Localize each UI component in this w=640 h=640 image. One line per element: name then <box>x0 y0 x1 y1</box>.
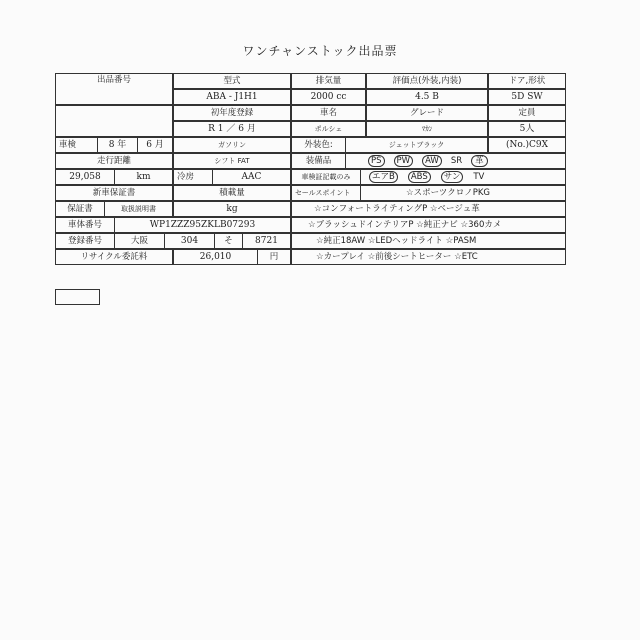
equip-airbag: エアB <box>369 171 398 184</box>
sales-point-3: ☆ブラッシュドインテリアP ☆純正ナビ ☆360カメ <box>291 217 566 233</box>
grade-label: グレード <box>366 105 488 121</box>
first-registration-label: 初年度登録 <box>173 105 291 121</box>
maker-value: ポルシェ <box>291 121 366 137</box>
grade-score-value: 4.5 B <box>366 89 488 105</box>
door-shape-label: ドア,形状 <box>488 73 566 89</box>
vin-label: 車体番号 <box>55 217 115 233</box>
load-unit: kg <box>173 201 291 217</box>
model-value: ABA - J1H1 <box>173 89 291 105</box>
mileage-unit: km <box>115 169 173 185</box>
maker-label: 車名 <box>291 105 366 121</box>
sales-point-4: ☆純正18AW ☆LEDヘッドライト ☆PASM <box>291 233 566 249</box>
equip-sr: SR <box>450 155 463 166</box>
equip-tv: TV <box>473 171 485 182</box>
lot-number-value <box>55 105 173 137</box>
page-title: ワンチャンストック出品票 <box>242 44 398 58</box>
capacity-value: 5人 <box>488 121 566 137</box>
recycle-label: リサイクル委託料 <box>55 249 173 265</box>
equip-sunroof: サン <box>441 171 464 184</box>
color-code: (No.)C9X <box>488 137 566 153</box>
sales-point-5: ☆カープレイ ☆前後シートヒーター ☆ETC <box>291 249 566 265</box>
door-shape-value: 5D SW <box>488 89 566 105</box>
sales-point-label: セールスポイント <box>291 185 361 201</box>
equip-aw: AW <box>422 155 442 168</box>
displacement-value: 2000 cc <box>291 89 366 105</box>
plate-area: 大阪 <box>115 233 165 249</box>
ac-value: AAC <box>213 169 291 185</box>
manual-label: 保証書 <box>55 201 105 217</box>
recycle-unit: 円 <box>258 249 291 265</box>
manual-value: 取扱説明書 <box>105 201 173 217</box>
equipment-label: 装備品 <box>291 153 346 169</box>
grade-score-label: 評価点(外装,内装) <box>366 73 488 89</box>
grade-value: ﾏｶﾝ <box>366 121 488 137</box>
plate-label: 登録番号 <box>55 233 115 249</box>
capacity-label: 定員 <box>488 105 566 121</box>
plate-number: 8721 <box>243 233 291 249</box>
exterior-color-label: 外装色: <box>291 137 346 153</box>
equipment-row-1 <box>346 153 566 169</box>
equip-leather: 革 <box>471 155 488 168</box>
inspection-label: 車検 <box>55 137 98 153</box>
equip-abs: ABS <box>408 171 431 184</box>
plate-class: 304 <box>165 233 215 249</box>
recycle-value: 26,010 <box>173 249 258 265</box>
fuel-value: ガソリン <box>173 137 291 153</box>
ac-label: 冷房 <box>173 169 213 185</box>
plate-kana: そ <box>215 233 243 249</box>
inspection-month: 6 月 <box>138 137 173 153</box>
load-label: 積載量 <box>173 185 291 201</box>
vin-value: WP1ZZZ95ZKLB07293 <box>115 217 291 233</box>
first-registration-value: R 1 ／ 6 月 <box>173 121 291 137</box>
shift-value: シフト FAT <box>173 153 291 169</box>
lot-number-label: 出品番号 <box>55 73 173 105</box>
model-label: 型式 <box>173 73 291 89</box>
displacement-label: 排気量 <box>291 73 366 89</box>
equip-pw: PW <box>394 155 414 168</box>
mileage-value: 29,058 <box>55 169 115 185</box>
equipment-row-2 <box>361 169 566 185</box>
sales-point-1: ☆スポーツクロノPKG <box>361 185 566 201</box>
accessory-note: 車検証記載のみ <box>291 169 361 185</box>
mileage-label: 走行距離 <box>55 153 173 169</box>
sales-point-2: ☆コンフォートライティングP ☆ベージュ革 <box>291 201 566 217</box>
warranty-label: 新車保証書 <box>55 185 173 201</box>
equip-ps: PS <box>368 155 385 168</box>
inspection-year: 8 年 <box>98 137 138 153</box>
exterior-color-value: ジェットブラック <box>346 137 488 153</box>
